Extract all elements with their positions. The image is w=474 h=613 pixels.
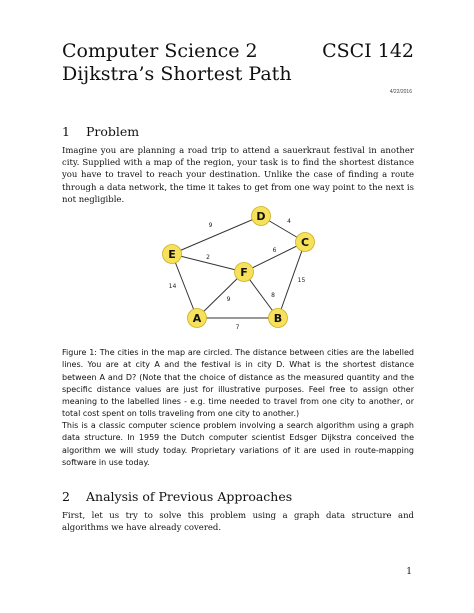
problem-paragraph: Imagine you are planning a road trip to attend a sauerkraut festival in another city. Supplied with a map of the region, your task is to find the shortest distance you have to travel to reach your destination. Unlike the case of finding a route through a data network, the time it takes to get from one way point to the next is not negligible.	[62, 146, 414, 205]
city-node-label: F	[240, 266, 248, 279]
section-number: 2	[62, 489, 70, 504]
city-graph-figure	[150, 200, 330, 335]
edge-weight-label: 15	[297, 277, 306, 284]
edge-e-d	[172, 216, 261, 254]
city-node-label: C	[300, 236, 310, 249]
edge-weight-label: 9	[208, 222, 213, 229]
classic-problem-paragraph: This is a classic computer science problem involving a search algorithm using a graph data structure. In 1959 the Dutch computer scientist Edsger Dijkstra conceived the algorithm we will study today. Proprietary variations of it are used in route-mapping software in use today.	[62, 421, 414, 467]
section-title: Analysis of Previous Approaches	[86, 489, 293, 504]
section-title: Problem	[86, 124, 140, 139]
city-node-label: B	[273, 312, 283, 325]
city-node-label: E	[168, 248, 176, 261]
edge-weight-label: 9	[226, 296, 231, 303]
figure-caption: Figure 1: The cities in the map are circled. The distance between cities are the labelled lines. You are at city A and the festival is in city D. What is the shortest distance between A and D? (Note that the choice of distance as the measured quantity and the specific distance values are just for illustrative purposes. Feel free to assign other meaning to the labelled lines - e.g. time needed to travel from one city to another, or total cost spent on tolls traveling from one city to another.)	[62, 348, 414, 419]
course-code: CSCI 142	[322, 40, 414, 62]
section-heading-analysis	[62, 489, 292, 505]
analysis-paragraph: First, let us try to solve this problem using a graph data structure and algorithms we have already covered.	[62, 511, 414, 534]
document-date: 4/22/2016	[389, 89, 412, 95]
edge-weight-label: 8	[271, 292, 275, 299]
edge-weight-label: 2	[206, 254, 210, 261]
page-number: 1	[406, 567, 412, 577]
document-subtitle: Dijkstra’s Shortest Path	[62, 63, 292, 85]
section-number: 1	[62, 124, 70, 139]
document-title: Computer Science 2	[62, 40, 258, 62]
edge-weight-label: 14	[168, 283, 177, 290]
edge-weight-label: 6	[272, 247, 277, 254]
edge-weight-label: 4	[287, 218, 291, 225]
city-node-label: D	[256, 210, 266, 223]
section-heading-problem	[62, 124, 139, 140]
edge-weight-label: 7	[235, 324, 240, 331]
city-node-label: A	[192, 312, 202, 325]
